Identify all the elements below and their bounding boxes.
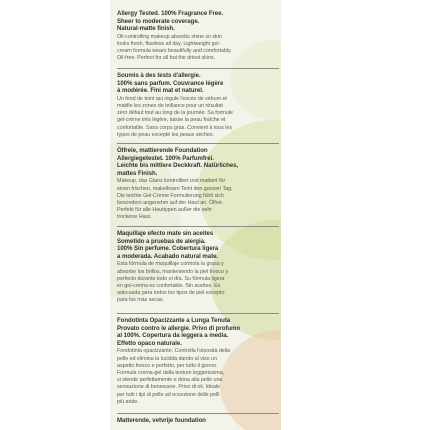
body-line: cream formula wears beautifully and comfortably. <box>117 48 232 55</box>
section-heading <box>117 72 277 95</box>
section-body <box>117 178 277 221</box>
heading-line: Allergy Tested. 100% Fragrance Free. <box>117 10 224 17</box>
body-line: sensazione di benessere. Privo di oli. Ideale <box>117 384 220 391</box>
body-line: confortable. Sans corps gras. Convient à tous les <box>117 124 233 131</box>
heading-line: Fondotinta Opacizzante a Lunga Tenuta <box>117 317 231 324</box>
body-line: absorbe los brillos, manteniendo la piel fresco y <box>117 268 229 275</box>
body-line: looks fresh, flawless all day. Lightweight gel- <box>117 40 221 47</box>
heading-line: a moderada. Acabado natural mate. <box>117 252 219 260</box>
section-italian <box>117 317 277 406</box>
body-line: pelle ed elimina la lucidità dando al viso un <box>117 355 217 362</box>
heading-line: 100% sans parfum. Couvrance légère <box>117 79 224 87</box>
divider <box>117 413 279 414</box>
body-line: Die leichte Gel-Creme Formulierung fühlt sich <box>117 192 224 199</box>
section-body <box>117 96 277 139</box>
body-line: perfecto durante todo el día. Su fórmula ligera <box>117 275 225 282</box>
section-heading <box>117 147 277 177</box>
section-french <box>117 72 277 139</box>
section-heading <box>117 417 277 425</box>
heading-line: Effetto opaco naturale. <box>117 339 182 347</box>
section-english <box>117 10 277 63</box>
heading-line: Provato contro le allergie. Privo di profumo <box>117 324 241 332</box>
body-line: Un fond de teint qui régule l'excès de sébum et <box>117 95 227 102</box>
heading-line: Sometido a pruebas de alergia. <box>117 237 206 245</box>
body-line: besonders angenehm auf der Haut an. Ölfrei. <box>117 199 224 206</box>
heading-line: Matterende, vetvrije foundation <box>117 417 206 424</box>
section-heading <box>117 230 277 260</box>
heading-line: Maquillaje efecto mate sin aceites <box>117 230 214 237</box>
body-line: zéro défaut tout au long de la journée. Sa formule <box>117 110 233 117</box>
section-body <box>117 34 277 63</box>
divider <box>117 143 279 144</box>
section-spanish <box>117 230 277 305</box>
section-dutch <box>117 417 277 425</box>
divider <box>117 313 279 314</box>
heading-line: Soumis à des tests d'allergie. <box>117 72 201 79</box>
product-box-panel <box>110 0 281 430</box>
heading-line: à modérée. Fini mat et naturel. <box>117 87 204 95</box>
body-line: einen frischen, makellosen Teint den ganzen Tag. <box>117 185 233 192</box>
heading-line: Natural-matte finish. <box>117 25 175 33</box>
body-line: trockene Haut. <box>117 214 152 221</box>
body-line: Oil-controlling makeup absorbs shine so skin <box>117 33 222 40</box>
heading-line: 100% Sin perfume. Cobertura ligera <box>117 245 219 253</box>
body-line: per tutti i tipi di pelle ad eccezione delle pelli <box>117 391 220 398</box>
heading-line: al 100%. Copertura da leggera a media. <box>117 332 229 340</box>
body-line: più aride. <box>117 398 139 405</box>
heading-line: Sheer to moderate coverage. <box>117 17 200 25</box>
body-line: en gel-crema es confortable. Sin aceites. Es <box>117 282 221 289</box>
body-line: Makeup, das Glanz kontrolliert und mattiert für <box>117 178 226 185</box>
body-line: aspetto fresco e perfetto, per tutto il giorno. <box>117 362 218 369</box>
heading-line: mattes Finish. <box>117 169 158 177</box>
body-line: adecuada para todos los tipos de piel excepto <box>117 290 225 297</box>
section-body <box>117 261 277 304</box>
divider <box>117 68 279 69</box>
body-line: types de peau excepté les peaux sèches. <box>117 131 214 138</box>
body-line: Fondotinta opacizzante. Controlla l'oleosità della <box>117 348 231 355</box>
body-line: Perfekt für alle Hauttypen außer die sehr <box>117 207 213 214</box>
body-line: matifie les zones de brillance pour un résultat <box>117 102 223 109</box>
heading-line: Allergiegetestet. 100% Parfumfrei. <box>117 154 214 162</box>
section-heading <box>117 10 277 33</box>
body-line: Oil-free. Perfect for all but the driest skins. <box>117 55 216 62</box>
body-line: si stende perfettamente e dona alla pelle una <box>117 377 223 384</box>
heading-line: Ölfreie, mattierende Foundation <box>117 147 208 154</box>
body-line: gel-crème très légère, laisse la peau fraîche et <box>117 117 226 124</box>
heading-line: Leichte bis mittlere Deckkraft. Natürliches, <box>117 162 239 170</box>
body-line: Esta fórmula de maquillaje controla la grasa y <box>117 261 224 268</box>
body-line: Formula crema-gel dalla texture leggerissima, <box>117 369 225 376</box>
body-line: para las más secas. <box>117 297 164 304</box>
section-heading <box>117 317 277 347</box>
divider <box>117 226 279 227</box>
section-german <box>117 147 277 222</box>
section-body <box>117 348 277 406</box>
